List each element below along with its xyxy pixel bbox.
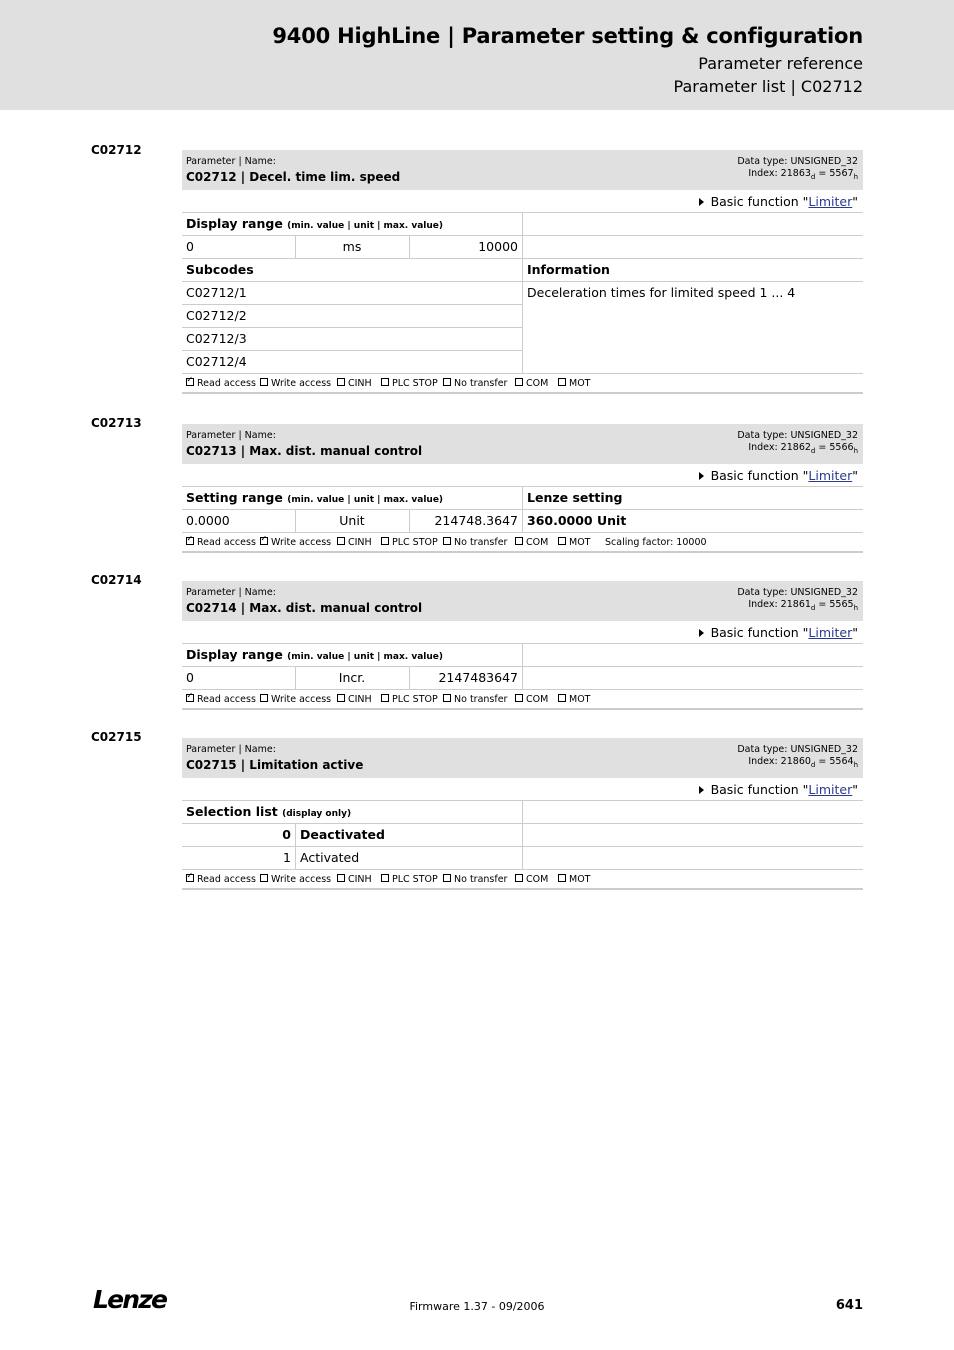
range-values-row — [182, 236, 863, 259]
range-unit: ms — [342, 239, 362, 254]
option-value: 0 — [282, 827, 291, 842]
subcode: C02712/1 — [186, 285, 247, 300]
information-text: Deceleration times for limited speed 1 ... 4 — [527, 285, 796, 300]
basic-function-row: Basic function "Limiter" — [182, 621, 863, 644]
flag-read-access: ✓Read access — [186, 694, 256, 705]
access-flags — [182, 870, 863, 890]
subsection-title: Parameter list | C02712 — [673, 77, 863, 96]
range-values-row — [182, 510, 863, 533]
param-label: Parameter | Name: — [186, 430, 276, 441]
code-heading-c02715: C02715 — [91, 730, 142, 744]
option-value: 1 — [283, 850, 291, 865]
option-label: Deactivated — [300, 827, 385, 842]
param-header — [182, 424, 863, 464]
flag-cinh: CINH — [337, 537, 372, 548]
triangle-right-icon — [699, 198, 704, 206]
flag-com: COM — [515, 694, 548, 705]
subcode: C02712/2 — [186, 308, 247, 323]
firmware-version: Firmware 1.37 - 09/2006 — [409, 1300, 545, 1313]
param-block-c02715 — [182, 738, 863, 890]
range-unit: Unit — [339, 513, 365, 528]
selection-option-row — [182, 847, 863, 870]
param-name: C02715 | Limitation active — [186, 758, 364, 772]
triangle-right-icon — [699, 629, 704, 637]
param-label: Parameter | Name: — [186, 587, 276, 598]
basic-function-row: Basic function "Limiter" — [182, 778, 863, 801]
information-label: Information — [527, 262, 610, 277]
flag-mot: MOT — [558, 537, 590, 548]
param-name: C02712 | Decel. time lim. speed — [186, 170, 401, 184]
param-label: Parameter | Name: — [186, 156, 276, 167]
access-flags — [182, 533, 863, 553]
range-values-row — [182, 667, 863, 690]
page-header — [0, 0, 954, 110]
flag-no-transfer: No transfer — [443, 874, 507, 885]
limiter-link[interactable]: Limiter — [808, 625, 853, 640]
flag-com: COM — [515, 874, 548, 885]
flag-mot: MOT — [558, 378, 590, 389]
flag-read-access: ✓Read access — [186, 537, 256, 548]
subcode: C02712/3 — [186, 331, 247, 346]
flag-plc-stop: PLC STOP — [381, 874, 438, 885]
param-block-c02714 — [182, 581, 863, 710]
limiter-link[interactable]: Limiter — [808, 468, 853, 483]
flag-no-transfer: No transfer — [443, 378, 507, 389]
flag-mot: MOT — [558, 874, 590, 885]
lenze-setting-label: Lenze setting — [527, 490, 623, 505]
index: Index: $21863_d = 5567_h$ — [748, 168, 858, 181]
flag-write-access: Write access — [260, 694, 331, 705]
flag-plc-stop: PLC STOP — [381, 378, 438, 389]
range-header-row — [182, 487, 863, 510]
option-label: Activated — [300, 850, 360, 865]
selection-option-row — [182, 824, 863, 847]
access-flags — [182, 690, 863, 710]
data-type: Data type: UNSIGNED_32 — [737, 744, 858, 755]
index: Index: $21862_d = 5566_h$ — [748, 442, 858, 455]
svg-text:Lenze: Lenze — [93, 1286, 167, 1312]
flag-plc-stop: PLC STOP — [381, 537, 438, 548]
subcode: C02712/4 — [186, 354, 247, 369]
section-title: Parameter reference — [698, 54, 863, 73]
flag-com: COM — [515, 378, 548, 389]
range-min: 0 — [186, 670, 194, 685]
param-block-c02712 — [182, 150, 863, 394]
flag-cinh: CINH — [337, 378, 372, 389]
flag-no-transfer: No transfer — [443, 537, 507, 548]
data-type: Data type: UNSIGNED_32 — [737, 430, 858, 441]
flag-cinh: CINH — [337, 874, 372, 885]
flag-write-access: Write access — [260, 874, 331, 885]
param-header — [182, 581, 863, 621]
range-unit: Incr. — [338, 670, 366, 685]
subcodes-table — [182, 282, 863, 374]
scaling-factor: Scaling factor: 10000 — [605, 537, 707, 548]
param-block-c02713 — [182, 424, 863, 553]
range-header-row — [182, 213, 863, 236]
param-label: Parameter | Name: — [186, 744, 276, 755]
subcodes-header-row — [182, 259, 863, 282]
range-max: 10000 — [478, 239, 518, 254]
flag-cinh: CINH — [337, 694, 372, 705]
code-heading-c02712: C02712 — [91, 143, 142, 157]
flag-read-access: ✓Read access — [186, 874, 256, 885]
index: Index: $21861_d = 5565_h$ — [748, 599, 858, 612]
triangle-right-icon — [699, 786, 704, 794]
document-title: 9400 HighLine | Parameter setting & configuration — [272, 24, 863, 48]
range-header-row — [182, 644, 863, 667]
code-heading-c02713: C02713 — [91, 416, 142, 430]
access-flags — [182, 374, 863, 394]
data-type: Data type: UNSIGNED_32 — [737, 587, 858, 598]
limiter-link[interactable]: Limiter — [808, 194, 853, 209]
index: Index: $21860_d = 5564_h$ — [748, 756, 858, 769]
range-max: 214748.3647 — [434, 513, 518, 528]
code-heading-c02714: C02714 — [91, 573, 142, 587]
flag-mot: MOT — [558, 694, 590, 705]
limiter-link[interactable]: Limiter — [808, 782, 853, 797]
flag-write-access: ✓ Write access — [260, 537, 331, 548]
range-label: Display range (min. value | unit | max. value) — [186, 216, 444, 231]
param-header — [182, 150, 863, 190]
range-min: 0 — [186, 239, 194, 254]
flag-plc-stop: PLC STOP — [381, 694, 438, 705]
flag-write-access: Write access — [260, 378, 331, 389]
selection-header-row — [182, 801, 863, 824]
param-name: C02713 | Max. dist. manual control — [186, 444, 423, 458]
page-number: 641 — [835, 1298, 863, 1313]
range-label: Setting range (min. value | unit | max. value) — [186, 490, 444, 505]
range-max: 2147483647 — [438, 670, 518, 685]
flag-read-access: ✓Read access — [186, 378, 256, 389]
lenze-setting-value: 360.0000 Unit — [527, 513, 627, 528]
param-name: C02714 | Max. dist. manual control — [186, 601, 423, 615]
range-min: 0.0000 — [186, 513, 230, 528]
subcodes-label: Subcodes — [186, 262, 254, 277]
data-type: Data type: UNSIGNED_32 — [737, 156, 858, 167]
basic-function-row: Basic function "Limiter" — [182, 190, 863, 213]
basic-function-row: Basic function "Limiter" — [182, 464, 863, 487]
flag-com: COM — [515, 537, 548, 548]
selection-label: Selection list (display only) — [186, 804, 352, 819]
flag-no-transfer: No transfer — [443, 694, 507, 705]
param-header — [182, 738, 863, 778]
range-label: Display range (min. value | unit | max. value) — [186, 647, 444, 662]
triangle-right-icon — [699, 472, 704, 480]
